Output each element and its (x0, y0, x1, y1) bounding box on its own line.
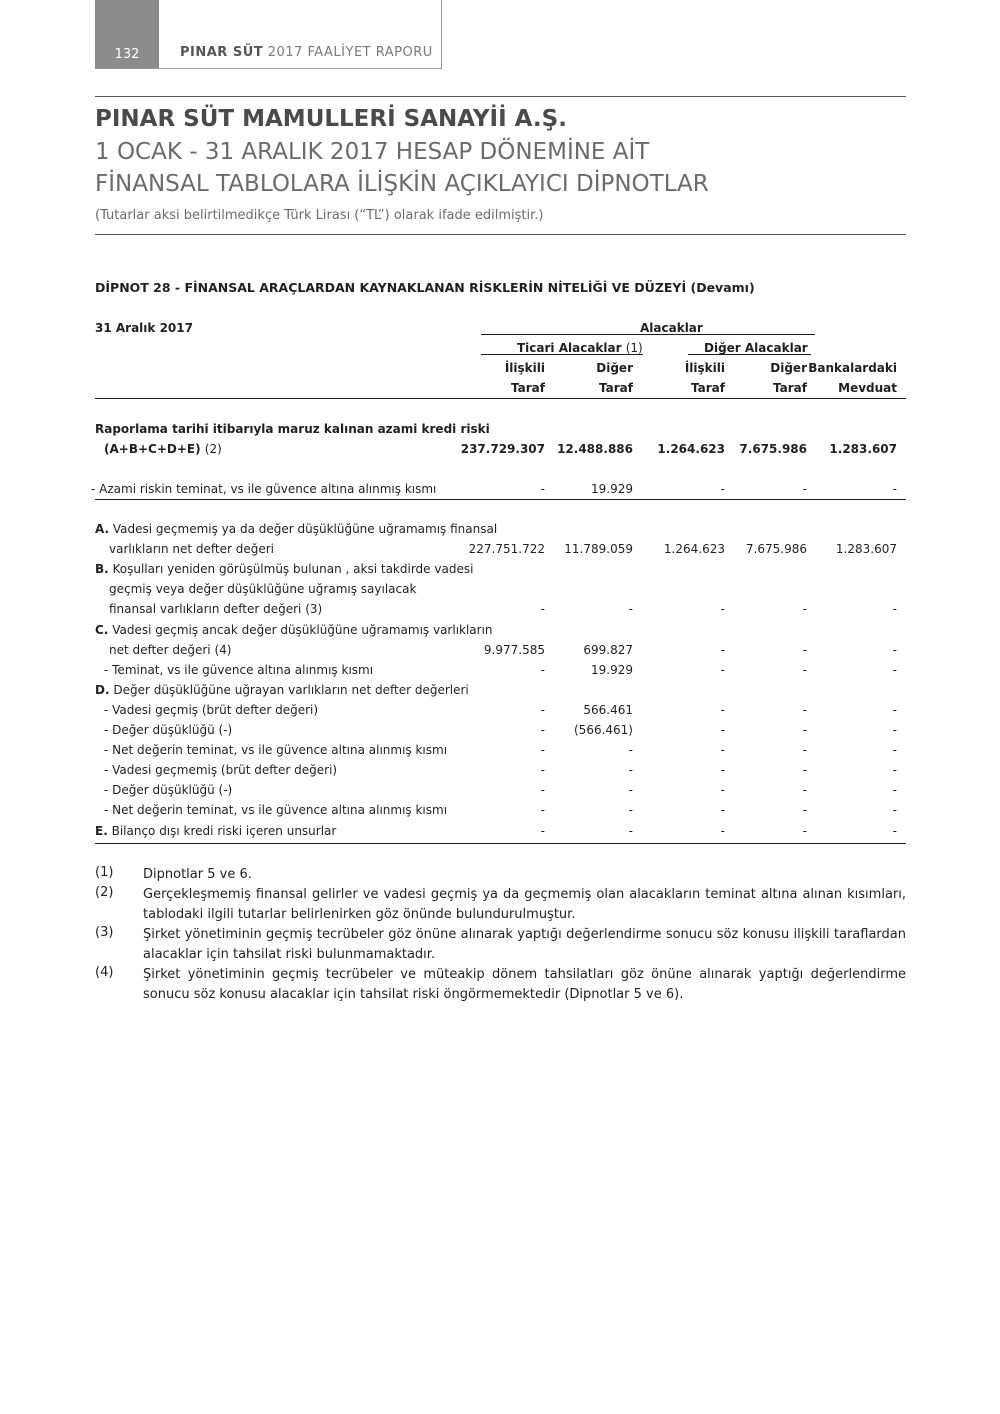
collateral-value: - (540, 482, 545, 496)
table-row-value: - (802, 743, 807, 758)
table-row-value: - (892, 702, 897, 717)
table-row-value: - (720, 783, 725, 798)
sub-header-other: Diğer Alacaklar (704, 341, 808, 355)
table-row-value: - (720, 803, 725, 818)
table-row-value: - (628, 743, 633, 758)
statement-title: FİNANSAL TABLOLARA İLİŞKİN AÇIKLAYICI DİPNOTLAR (95, 171, 709, 197)
table-row-label: - Vadesi geçmiş (brüt defter değeri) (104, 702, 319, 717)
table-row-value: - (628, 602, 633, 617)
table-row-value: - (802, 642, 807, 657)
table-row-value: - (720, 702, 725, 717)
max-risk-value: 7.675.986 (739, 442, 807, 456)
table-row-value: - (720, 662, 725, 677)
column-header: Diğer (596, 361, 633, 375)
table-row-value: - (540, 702, 545, 717)
footnote-number: (1) (95, 865, 114, 880)
table-row-value: - (628, 823, 633, 838)
page-number: 132 (114, 47, 140, 62)
footnote-text: Şirket yönetiminin geçmiş tecrübeler ve müteakip dönem tahsilatları göz önüne alınarak yaptığı değerlendirme sonucu söz konusu alacaklar için tahsilat riski öngörmemektedir (Dipnotlar 5 ve 6). (143, 967, 906, 1002)
group-header-rule (481, 334, 815, 335)
table-row-value: 1.264.623 (663, 542, 725, 557)
table-row-value: - (540, 823, 545, 838)
table-row-value: 227.751.722 (468, 542, 545, 557)
max-risk-value: 237.729.307 (460, 442, 545, 456)
collateral-value: - (892, 482, 897, 496)
table-row-label: C. Vadesi geçmiş ancak değer düşüklüğüne uğramamış varlıkların (95, 622, 493, 637)
column-header: Taraf (691, 381, 725, 395)
column-header: Diğer (770, 361, 807, 375)
collateral-value: - (720, 482, 725, 496)
table-row-label: net defter değeri (4) (109, 642, 232, 657)
running-header (180, 45, 433, 60)
table-row-value: - (802, 702, 807, 717)
column-header: Taraf (511, 381, 545, 395)
table-row-value: 566.461 (583, 702, 633, 717)
table-row-value: - (802, 803, 807, 818)
column-header: Mevduat (838, 381, 897, 395)
footnote-text: Dipnotlar 5 ve 6. (143, 867, 252, 882)
footnote-number: (3) (95, 925, 114, 940)
collateral-rule (95, 499, 906, 500)
table-row-value: (566.461) (574, 723, 633, 737)
table-row-value: - (892, 723, 897, 737)
max-risk-value: 1.283.607 (829, 442, 897, 456)
footnote-text: Şirket yönetiminin geçmiş tecrübeler göz önüne alınarak yaptığı değerlendirme sonucu söz konusu ilişkili taraflardan alacaklar için tahsilat riski bulunmamaktadır. (143, 927, 906, 962)
max-risk-label: Raporlama tarihi itibarıyla maruz kalınan azami kredi riski (95, 422, 490, 436)
table-row-value: - (540, 763, 545, 778)
page-number-box (95, 0, 159, 68)
column-header: Taraf (599, 381, 633, 395)
collateral-label: - Azami riskin teminat, vs ile güvence altına alınmış kısmı (91, 482, 437, 496)
table-row-value: - (802, 723, 807, 737)
footnote-text: Gerçekleşmemiş finansal gelirler ve vadesi geçmiş ya da geçmemiş olan alacakların teminat altına alınan kısımları, tablodaki ilgili tutarlar belirlenirken göz önünde bulundurulmuştur. (143, 887, 906, 922)
table-row-value: 1.283.607 (835, 542, 897, 557)
collateral-value: 19.929 (591, 482, 633, 496)
table-row-value: 11.789.059 (564, 542, 633, 557)
table-row-label: A. Vadesi geçmemiş ya da değer düşüklüğüne uğramamış finansal (95, 522, 498, 536)
table-row-value: - (540, 602, 545, 617)
table-row-label: B. Koşulları yeniden görüşülmüş bulunan , aksi takdirde vadesi (95, 562, 474, 577)
table-row-value: - (720, 723, 725, 737)
table-row-value: 699.827 (583, 642, 633, 657)
table-row-label: - Net değerin teminat, vs ile güvence altına alınmış kısmı (104, 743, 448, 758)
table-row-value: 7.675.986 (745, 542, 807, 557)
table-row-value: - (628, 763, 633, 778)
table-row-value: - (892, 763, 897, 778)
header-bottom-rule (95, 398, 906, 399)
max-risk-value: 12.488.886 (557, 442, 633, 456)
table-row-value: 9.977.585 (483, 642, 545, 657)
title-bottom-rule (95, 234, 906, 235)
max-risk-value: 1.264.623 (657, 442, 725, 456)
table-row-value: - (892, 642, 897, 657)
table-row-value: - (802, 783, 807, 798)
table-row-value: - (628, 783, 633, 798)
title-top-rule (95, 96, 906, 97)
table-row-value: - (892, 743, 897, 758)
table-row-value: - (720, 642, 725, 657)
table-row-label: E. Bilanço dışı kredi riski içeren unsurlar (95, 823, 337, 838)
max-risk-formula: (A+B+C+D+E) (2) (104, 442, 222, 456)
table-row-label: finansal varlıkların defter değeri (3) (109, 602, 323, 617)
group-header: Alacaklar (640, 321, 703, 335)
footnote-number: (4) (95, 965, 114, 980)
sub-header-trade-rule (481, 354, 643, 355)
table-row-value: - (802, 662, 807, 677)
table-row-value: - (540, 743, 545, 758)
table-row-value: - (720, 743, 725, 758)
table-row-label: - Vadesi geçmemiş (brüt defter değeri) (104, 763, 338, 778)
collateral-value: - (802, 482, 807, 496)
table-row-label: - Teminat, vs ile güvence altına alınmış kısmı (104, 662, 374, 677)
column-header: İlişkili (684, 361, 725, 375)
table-bottom-rule (95, 843, 906, 844)
table-row-label: - Değer düşüklüğü (-) (104, 783, 233, 798)
running-header-title: 2017 FAALİYET RAPORU (267, 45, 433, 60)
running-header-brand: PINAR SÜT (180, 45, 264, 60)
column-header: İlişkili (504, 361, 545, 375)
table-row-label: varlıkların net defter değeri (109, 542, 275, 557)
table-row-value: - (720, 763, 725, 778)
table-row-value: - (892, 662, 897, 677)
table-row-label: D. Değer düşüklüğüne uğrayan varlıkların net defter değerleri (95, 682, 469, 697)
footnote-number: (2) (95, 885, 114, 900)
table-row-value: - (802, 763, 807, 778)
table-row-label: - Net değerin teminat, vs ile güvence altına alınmış kısmı (104, 803, 448, 818)
table-row-value: - (802, 602, 807, 617)
period-title: 1 OCAK - 31 ARALIK 2017 HESAP DÖNEMİNE AİT (95, 139, 650, 165)
table-row-value: - (720, 602, 725, 617)
table-row-value: - (720, 823, 725, 838)
table-date-label: 31 Aralık 2017 (95, 321, 193, 335)
column-header: Bankalardaki (808, 361, 897, 375)
table-row-value: - (540, 783, 545, 798)
table-row-value: - (892, 602, 897, 617)
table-row-value: - (892, 783, 897, 798)
sub-header-other-rule (688, 354, 811, 355)
section-title: DİPNOT 28 - FİNANSAL ARAÇLARDAN KAYNAKLANAN RİSKLERİN NİTELİĞİ VE DÜZEYİ (Devamı) (95, 280, 755, 295)
table-row-value: - (628, 803, 633, 818)
table-row-value: - (540, 723, 545, 737)
company-title: PINAR SÜT MAMULLERİ SANAYİİ A.Ş. (95, 106, 567, 132)
sub-header-trade: Ticari Alacaklar (1) (517, 341, 643, 355)
table-row-value: - (892, 803, 897, 818)
table-row-label: - Değer düşüklüğü (-) (104, 723, 233, 737)
table-row-value: - (540, 662, 545, 677)
table-row-value: 19.929 (591, 662, 633, 677)
table-row-value: - (540, 803, 545, 818)
column-header: Taraf (773, 381, 807, 395)
table-row-value: - (802, 823, 807, 838)
table-row-value: - (892, 823, 897, 838)
currency-note: (Tutarlar aksi belirtilmedikçe Türk Lirası (“TL”) olarak ifade edilmiştir.) (95, 208, 544, 223)
table-row-label: geçmiş veya değer düşüklüğüne uğramış sayılacak (109, 582, 417, 597)
